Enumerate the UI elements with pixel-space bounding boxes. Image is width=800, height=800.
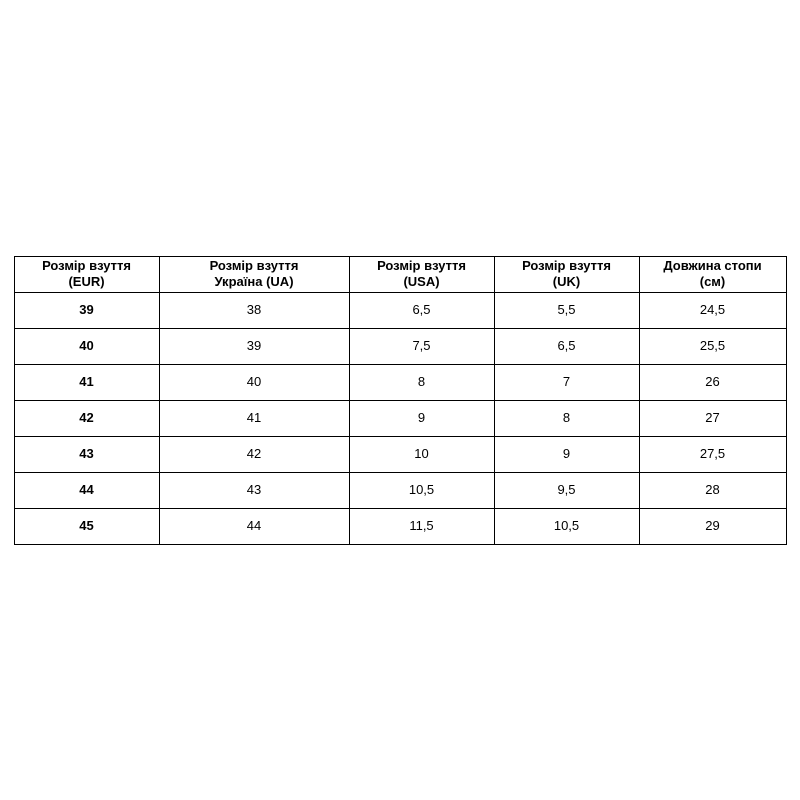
cell-usa: 10,5: [349, 472, 494, 508]
cell-foot-length: 27,5: [639, 436, 786, 472]
header-cell-ua: [159, 256, 349, 292]
table-row: [14, 292, 786, 328]
cell-uk: 6,5: [494, 328, 639, 364]
cell-usa: 9: [349, 400, 494, 436]
cell-eur: 41: [14, 364, 159, 400]
header-line-1: Довжина стопи: [663, 257, 762, 273]
cell-uk: 7: [494, 364, 639, 400]
cell-eur: 45: [14, 508, 159, 544]
table-body: [14, 292, 786, 544]
header-line-2: (UK): [552, 274, 581, 289]
cell-usa: 11,5: [349, 508, 494, 544]
header-cell-foot-length: [639, 256, 786, 292]
cell-eur: 42: [14, 400, 159, 436]
cell-foot-length: 28: [639, 472, 786, 508]
table-row: [14, 400, 786, 436]
cell-ua: 42: [159, 436, 349, 472]
cell-uk: 5,5: [494, 292, 639, 328]
cell-uk: 9,5: [494, 472, 639, 508]
cell-eur: 44: [14, 472, 159, 508]
cell-usa: 7,5: [349, 328, 494, 364]
header-cell-eur: [14, 256, 159, 292]
header-line-2: Україна (UA): [214, 274, 294, 289]
header-row: [14, 256, 786, 292]
cell-usa: 6,5: [349, 292, 494, 328]
cell-ua: 41: [159, 400, 349, 436]
cell-uk: 9: [494, 436, 639, 472]
cell-uk: 8: [494, 400, 639, 436]
cell-ua: 43: [159, 472, 349, 508]
cell-uk: 10,5: [494, 508, 639, 544]
cell-foot-length: 25,5: [639, 328, 786, 364]
header-line-1: Розмір взуття: [42, 257, 131, 273]
table-row: [14, 364, 786, 400]
table-row: [14, 328, 786, 364]
header-cell-uk: [494, 256, 639, 292]
shoe-size-table: [14, 256, 787, 545]
header-line-1: Розмір взуття: [209, 257, 299, 273]
cell-ua: 39: [159, 328, 349, 364]
cell-eur: 40: [14, 328, 159, 364]
table-row: [14, 472, 786, 508]
header-cell-usa: [349, 256, 494, 292]
cell-foot-length: 24,5: [639, 292, 786, 328]
cell-ua: 44: [159, 508, 349, 544]
header-line-1: Розмір взуття: [522, 257, 611, 273]
cell-foot-length: 27: [639, 400, 786, 436]
table-row: [14, 508, 786, 544]
table-header: [14, 256, 786, 292]
cell-ua: 38: [159, 292, 349, 328]
header-line-2: (см): [699, 274, 726, 289]
cell-foot-length: 29: [639, 508, 786, 544]
header-line-2: (USA): [403, 274, 440, 289]
table-row: [14, 436, 786, 472]
cell-ua: 40: [159, 364, 349, 400]
header-line-1: Розмір взуття: [377, 257, 466, 273]
cell-foot-length: 26: [639, 364, 786, 400]
cell-usa: 8: [349, 364, 494, 400]
cell-eur: 43: [14, 436, 159, 472]
cell-eur: 39: [14, 292, 159, 328]
cell-usa: 10: [349, 436, 494, 472]
header-line-2: (EUR): [68, 274, 105, 289]
